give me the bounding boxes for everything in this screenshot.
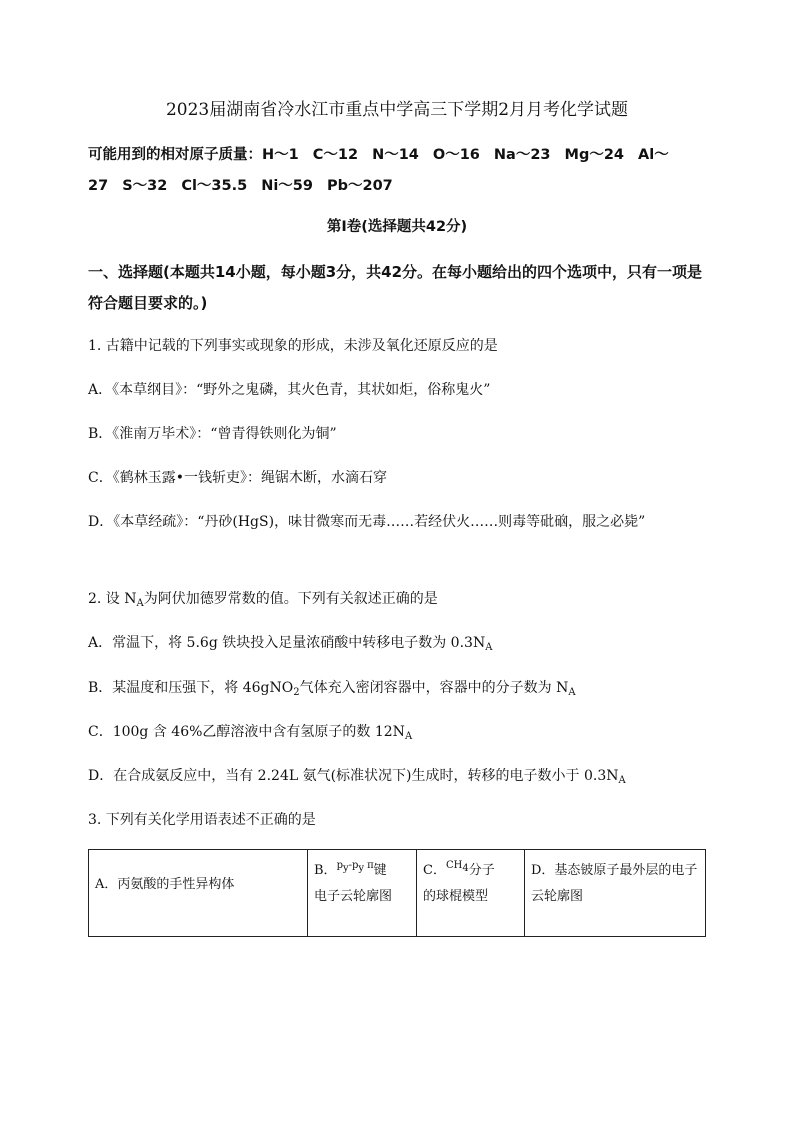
formula-text: CH [445,860,463,871]
atomic-mass-item: Cl～35.5 [181,178,248,194]
question-3-option-c [417,850,525,936]
page-title: 2023届湖南省冷水江市重点中学高三下学期2月月考化学试题 [165,100,629,120]
question-3-stem: 3. 下列有关化学用语表述不正确的是 [88,812,316,828]
subscript: A [404,731,413,742]
subscript: 2 [293,687,300,698]
atomic-mass-item: Mg～24 [564,147,625,163]
option-label: B． [314,863,337,878]
option-text: A．常温下，将 5.6g 铁块投入足量浓硝酸中转移电子数为 0.3N [88,635,486,651]
atomic-mass-item: H～1 [262,147,299,163]
question-2-option-c [88,720,708,744]
question-1-option-c: C．《鹤林玉露•一钱斩吏》：绳锯木断，水滴石穿 [88,470,387,486]
question-3-option-b [308,850,417,936]
atomic-mass-item: O～16 [432,147,480,163]
question-2-option-d [88,764,708,788]
orbital-text: -p [348,860,359,871]
subscript: A [485,642,493,653]
question-2-stem [88,587,708,611]
option-b-line2: 电子云轮廓图 [314,889,393,904]
formula [445,860,469,874]
question-3-option-a: A．丙氨酸的手性异构体 [89,850,308,936]
question-3-options-table [88,849,706,937]
atomic-mass-item: Ni～59 [261,178,313,194]
section-title: 第Ⅰ卷(选择题共42分) [326,219,468,235]
option-text: 分子 [468,863,495,878]
subscript: A [618,775,626,786]
question-2-stem-text: 为阿伏加德罗常数的值。下列有关叙述正确的是 [143,591,438,607]
question-2-option-a [88,631,708,655]
atomic-mass-item: Na～23 [493,147,551,163]
question-3-option-d: D．基态铍原子最外层的电子云轮廓图 [531,863,698,904]
subscript: y [342,863,349,874]
option-c-line1 [423,858,518,884]
atomic-mass-item: N～14 [372,147,419,163]
subscript: A [568,687,576,698]
atomic-mass-item: S～32 [122,178,168,194]
question-1-stem: 1. 古籍中记载的下列事实或现象的形成，未涉及氧化还原反应的是 [88,338,498,354]
orbital-notation [336,860,374,874]
option-text: C．100g 含 46%乙醇溶液中含有氢原子的数 12N [88,724,405,740]
atomic-mass-item: C～12 [312,147,359,163]
option-text: B．某温度和压强下，将 46gNO [88,680,294,696]
question-2-option-b [88,676,708,700]
atomic-mass-item: Al～27 [88,147,669,194]
question-1-option-b: B．《淮南万毕术》：“曾青得铁则化为铜” [88,426,337,442]
question-1-option-a: A．《本草纲目》：“野外之鬼磷，其火色青，其状如炬，俗称鬼火” [88,382,491,398]
pi-symbol: π [367,860,374,871]
question-1-option-d: D．《本草经疏》：“丹砂(HgS)，味甘微寒而无毒……若经伏火……则毒等砒硇，服之必毙” [88,514,646,530]
subscript: y [358,863,365,874]
option-text: 键 [373,863,387,878]
option-c-line2: 的球棍模型 [423,889,489,904]
subscript: A [136,598,144,609]
option-b-line1 [314,858,410,884]
atomic-mass-item: Pb～207 [327,178,393,194]
orbital-text: p [336,860,343,871]
option-label: C． [423,863,446,878]
option-text: 气体充入密闭容器中，容器中的分子数为 N [299,680,569,696]
option-text: D．在合成氨反应中，当有 2.24L 氨气(标准状况下)生成时，转移的电子数小于 0.3N [88,768,619,784]
subscript: 4 [462,863,469,874]
atomic-mass-label: 可能用到的相对原子质量： [88,147,262,163]
question-2-stem-text: 2. 设 N [88,591,137,607]
atomic-mass-line [88,140,708,202]
section-intro: 一、选择题(本题共14小题，每小题3分，共42分。在每小题给出的四个选项中，只有一项是符合题目要求的。) [88,263,703,312]
